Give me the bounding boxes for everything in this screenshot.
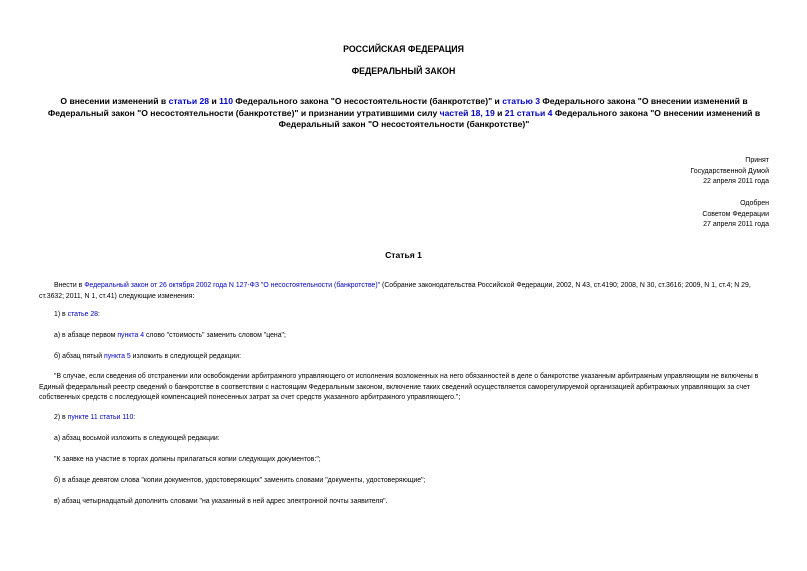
link-article-28[interactable]: статье 28 [67, 311, 98, 318]
adopted-label: Принят [745, 157, 769, 164]
title-text: Федерального закона "О внесении изменений в Федеральный закон "О несостоятельности (банкротстве)" и признании утратившими силу [47, 96, 748, 118]
paragraph-text: а) в абзаце первом [54, 332, 118, 339]
title-text: О внесении изменений в [60, 96, 169, 106]
item-2c-paragraph: в) абзац четырнадцатый дополнить словами "на указанный в ней адрес электронной почты заявителя". [54, 498, 388, 505]
link-article-3[interactable]: статью 3 [502, 96, 540, 106]
link-part-21-article-4[interactable]: 21 статьи 4 [504, 107, 553, 118]
item-1a-paragraph [39, 331, 768, 342]
link-point-5[interactable]: пункта 5 [103, 353, 131, 360]
paragraph-text: б) абзац пятый [54, 353, 104, 360]
item-2b-paragraph: б) в абзаце девятом слова "копии документов, удостоверяющих" заменить словами "документы, удостоверяющие"; [54, 477, 426, 484]
paragraph-text: Внести в [54, 282, 85, 289]
title-text: Федерального закона "О внесении изменений в Федеральный закон "О несостоятельности (банкротстве)" [278, 107, 761, 129]
law-title [34, 96, 774, 131]
title-text: и [494, 107, 505, 118]
link-articles-28[interactable]: статьи 28 [168, 96, 210, 106]
link-parts-18-19[interactable]: частей 18, 19 [439, 107, 495, 118]
item-2-quote-paragraph: "К заявке на участие в торгах должны прилагаться копии следующих документов:"; [54, 456, 321, 463]
approved-date: 27 апреля 2011 года [703, 221, 769, 228]
item-2-paragraph [39, 413, 768, 424]
document-type-heading: ФЕДЕРАЛЬНЫЙ ЗАКОН [351, 66, 456, 76]
approved-body: Советом Федерации [702, 210, 769, 218]
link-federal-law-127[interactable]: Федеральный закон от 26 октября 2002 года N 127-ФЗ "О несостоятельности (банкротстве)" [84, 282, 381, 289]
title-text: и [209, 96, 220, 106]
paragraph-text: 2) в [54, 414, 68, 421]
item-1b-paragraph [39, 352, 768, 363]
article-heading: Статья 1 [385, 250, 422, 260]
paragraph-text: слово "стоимость" заменить словом "цена"; [144, 332, 286, 339]
item-2a-paragraph: а) абзац восьмой изложить в следующей редакции: [54, 435, 220, 442]
title-text: Федерального закона "О несостоятельности (банкротстве)" и [233, 96, 503, 106]
paragraph-text: (Собрание законодательства Российской Федерации, 2002, N 43, ст.4190; 2008, N 30, ст.3616; 2009, N 1, ст.4; N 29, ст.3632; 2011, N 1, ст.41) следующие изменения: [39, 282, 751, 300]
paragraph-text: : [98, 311, 100, 318]
intro-paragraph [39, 281, 768, 302]
link-point-11-article-110[interactable]: пункте 11 статьи 110 [67, 414, 134, 421]
paragraph-text: : [133, 414, 136, 421]
approved-block [702, 199, 769, 231]
link-point-4[interactable]: пункта 4 [117, 332, 145, 339]
adopted-body: Государственной Думой [690, 167, 769, 175]
paragraph-text: изложить в следующей редакции: [130, 353, 242, 360]
item-1-quote-paragraph: "В случае, если сведения об отстранении или освобождении арбитражного управляющего от исполнения возложенных на него обязанностей в деле о банкротстве указанным арбитражным управляющим не включены в Единый федеральный реестр сведений о банкротстве в соответствии с настоящим Федеральным законом, включение таких сведений осуществляется саморегулируемой организацией арбитражных управляющих за счет собственных средств с последующей компенсацией понесенных затрат за счет средств указанного арбитражного управляющего."; [39, 373, 759, 401]
country-heading: РОССИЙСКАЯ ФЕДЕРАЦИЯ [343, 44, 464, 54]
link-article-110[interactable]: 110 [219, 96, 233, 106]
adopted-block [690, 156, 769, 188]
adopted-date: 22 апреля 2011 года [703, 178, 769, 185]
item-1-paragraph [39, 310, 768, 321]
approved-label: Одобрен [740, 200, 769, 207]
paragraph-text: 1) в [54, 311, 68, 318]
